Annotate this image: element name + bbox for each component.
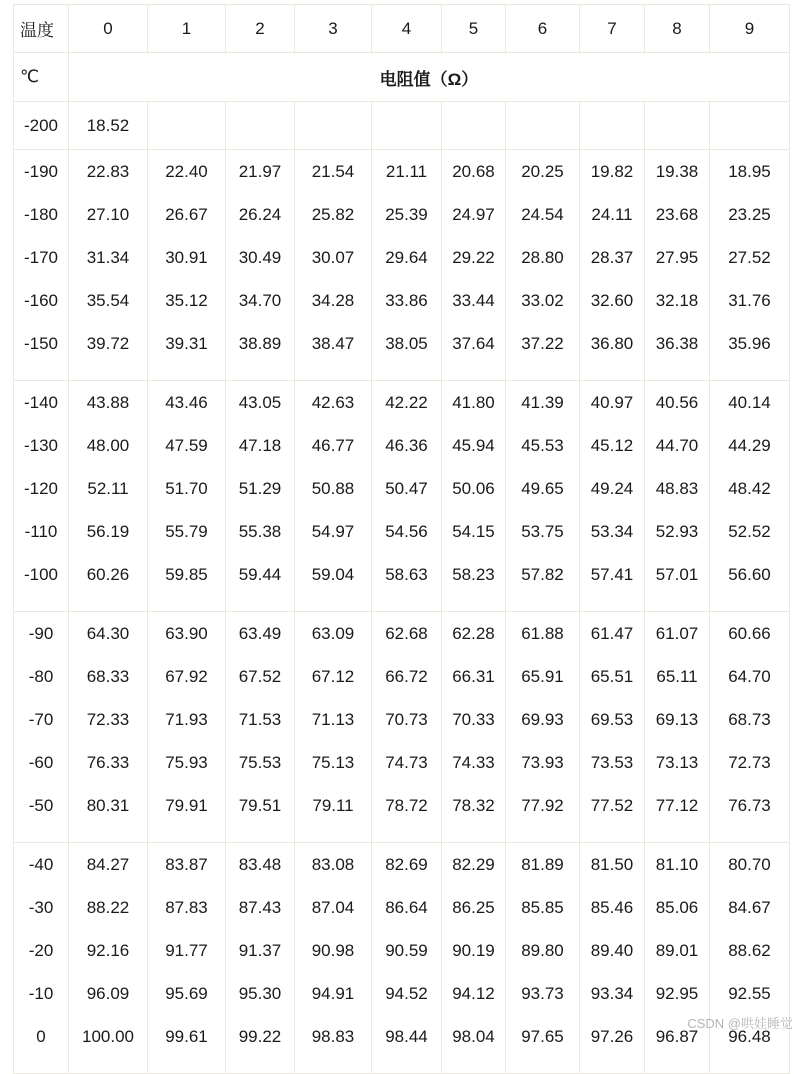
resistance-value: 91.77	[165, 941, 208, 960]
resistance-value: 94.52	[385, 984, 428, 1003]
resistance-value: 79.51	[238, 796, 282, 815]
resistance-value: 86.25	[452, 898, 495, 917]
resistance-value: 62.68	[385, 624, 428, 643]
temperature-value: -130	[23, 436, 59, 455]
resistance-value: 59.44	[238, 565, 282, 584]
resistance-value: 89.80	[521, 941, 564, 960]
resistance-value: 80.70	[728, 855, 771, 874]
watermark: CSDN @哄娃睡觉	[687, 1016, 793, 1031]
resistance-value: 84.67	[728, 898, 771, 917]
resistance-value: 88.62	[728, 941, 771, 960]
resistance-value: 65.11	[656, 667, 698, 686]
resistance-value: 32.60	[590, 291, 634, 310]
resistance-value: 42.22	[385, 393, 428, 412]
resistance-value: 54.15	[452, 522, 495, 541]
table-cell	[148, 381, 226, 612]
resistance-value: 77.92	[521, 796, 564, 815]
digit-header: 5	[442, 5, 506, 53]
temperature-value: 0	[36, 1027, 46, 1046]
table-cell	[69, 843, 148, 1074]
table-cell	[295, 381, 372, 612]
resistance-value: 68.73	[728, 710, 771, 729]
resistance-value: 33.44	[452, 291, 495, 310]
resistance-value: 72.33	[86, 710, 130, 729]
table-row-group	[14, 843, 790, 1074]
resistance-value: 97.26	[590, 1027, 634, 1046]
resistance-value: 69.53	[590, 710, 634, 729]
resistance-value: 71.93	[165, 710, 208, 729]
resistance-value: 92.95	[655, 984, 699, 1003]
resistance-value: 70.33	[452, 710, 495, 729]
resistance-value: 81.10	[655, 855, 699, 874]
resistance-value: 90.98	[311, 941, 355, 960]
resistance-value: 48.00	[86, 436, 130, 455]
resistance-value: 36.80	[590, 334, 634, 353]
resistance-value: 28.37	[590, 248, 634, 267]
resistance-value: 93.73	[521, 984, 564, 1003]
table-cell	[580, 150, 645, 381]
temperature-value: -150	[23, 334, 59, 353]
resistance-value: 99.61	[165, 1027, 208, 1046]
resistance-value: 55.79	[165, 522, 208, 541]
resistance-value: 74.33	[452, 753, 495, 772]
table-cell	[710, 150, 790, 381]
table-cell	[372, 843, 442, 1074]
resistance-value: 50.06	[452, 479, 495, 498]
resistance-value: 23.68	[655, 205, 699, 224]
resistance-value: 58.63	[385, 565, 428, 584]
resistance-value: 55.38	[238, 522, 282, 541]
resistance-value: 57.41	[590, 565, 634, 584]
resistance-value: 24.97	[452, 205, 495, 224]
table-cell	[506, 843, 580, 1074]
resistance-value: 98.83	[311, 1027, 355, 1046]
resistance-value: 24.54	[521, 205, 564, 224]
resistance-value: 94.91	[311, 984, 355, 1003]
resistance-value: 83.87	[165, 855, 208, 874]
resistance-value: 25.82	[311, 205, 355, 224]
resistance-value: 29.22	[452, 248, 495, 267]
resistance-value: 71.13	[311, 710, 355, 729]
resistance-value: 21.11	[385, 162, 428, 181]
resistance-value: 67.12	[311, 667, 355, 686]
table-row-group	[14, 381, 790, 612]
table-cell	[442, 843, 506, 1074]
resistance-value: 33.02	[521, 291, 564, 310]
resistance-value: 78.32	[452, 796, 495, 815]
table-cell	[710, 102, 790, 150]
resistance-value: 53.34	[590, 522, 634, 541]
resistance-value: 87.04	[311, 898, 355, 917]
resistance-value: 43.88	[86, 393, 130, 412]
resistance-value: 45.94	[452, 436, 495, 455]
resistance-value: 96.48	[728, 1027, 771, 1046]
table-cell	[442, 150, 506, 381]
resistance-value: 73.93	[521, 753, 564, 772]
temperature-value: -90	[28, 624, 54, 643]
temperature-value: -70	[28, 710, 54, 729]
resistance-value: 56.60	[728, 565, 771, 584]
table-cell: 18.52	[69, 102, 148, 150]
resistance-value: 95.30	[238, 984, 282, 1003]
resistance-value: 52.52	[728, 522, 771, 541]
resistance-value: 27.10	[86, 205, 130, 224]
table-cell	[295, 843, 372, 1074]
resistance-value: 61.47	[590, 624, 634, 643]
resistance-value: 82.29	[452, 855, 495, 874]
digit-header: 7	[580, 5, 645, 53]
resistance-value: 38.05	[385, 334, 428, 353]
resistance-value: 44.29	[728, 436, 771, 455]
resistance-value: 30.07	[311, 248, 355, 267]
table-cell	[442, 381, 506, 612]
digit-header: 9	[710, 5, 790, 53]
resistance-value: 58.23	[452, 565, 495, 584]
resistance-value: 27.52	[728, 248, 771, 267]
resistance-value: 73.13	[655, 753, 699, 772]
resistance-value: 87.83	[165, 898, 208, 917]
resistance-value: 46.36	[385, 436, 428, 455]
resistance-value: 63.09	[311, 624, 355, 643]
table-cell	[295, 150, 372, 381]
table-cell	[710, 612, 790, 843]
resistance-value: 59.04	[311, 565, 355, 584]
table-cell	[226, 102, 295, 150]
digit-header: 2	[226, 5, 295, 53]
resistance-value: 63.90	[165, 624, 208, 643]
resistance-value: 54.97	[311, 522, 355, 541]
resistance-value: 85.85	[521, 898, 564, 917]
table-cell	[580, 381, 645, 612]
resistance-value: 47.18	[238, 436, 282, 455]
resistance-value: 78.72	[385, 796, 428, 815]
resistance-value: 49.24	[590, 479, 634, 498]
table-cell	[506, 381, 580, 612]
resistance-value: 25.39	[385, 205, 428, 224]
resistance-value: 50.47	[385, 479, 428, 498]
resistance-value: 89.40	[590, 941, 634, 960]
resistance-value: 56.19	[86, 522, 130, 541]
resistance-value: 50.88	[311, 479, 355, 498]
table-cell	[148, 843, 226, 1074]
resistance-value: 44.70	[655, 436, 699, 455]
resistance-value: 48.42	[728, 479, 771, 498]
resistance-value: 26.67	[165, 205, 208, 224]
resistance-value: 79.11	[312, 796, 354, 815]
resistance-value: 86.64	[385, 898, 428, 917]
resistance-value: 77.12	[655, 796, 699, 815]
table-cell	[645, 381, 710, 612]
table-cell	[645, 843, 710, 1074]
resistance-value: 100.00	[82, 1027, 134, 1046]
temperature-value: -180	[23, 205, 59, 224]
resistance-value: 91.37	[238, 941, 282, 960]
resistance-value: 27.95	[655, 248, 699, 267]
resistance-value: 57.01	[655, 565, 699, 584]
table-cell	[645, 612, 710, 843]
resistance-value: 22.83	[86, 162, 130, 181]
resistance-value: 63.49	[238, 624, 282, 643]
resistance-value: 40.97	[590, 393, 634, 412]
resistance-value: 22.40	[165, 162, 208, 181]
table-cell	[14, 381, 69, 612]
temperature-value: -160	[23, 291, 59, 310]
resistance-value: 89.01	[655, 941, 699, 960]
resistance-value: 96.09	[86, 984, 130, 1003]
table-cell	[442, 612, 506, 843]
table-cell	[645, 150, 710, 381]
resistance-value: 60.66	[728, 624, 771, 643]
resistance-value: 93.34	[590, 984, 634, 1003]
temperature-value: -140	[23, 393, 59, 412]
header-row-unit	[14, 53, 790, 102]
table-cell	[372, 612, 442, 843]
table-cell	[295, 612, 372, 843]
temperature-value: -120	[23, 479, 59, 498]
resistance-value: 40.14	[728, 393, 771, 412]
resistance-value: 92.16	[86, 941, 130, 960]
resistance-value: 51.29	[238, 479, 282, 498]
resistance-value: 87.43	[238, 898, 282, 917]
resistance-value: 24.11	[591, 205, 633, 224]
resistance-value: 83.08	[311, 855, 355, 874]
resistance-value: 46.77	[311, 436, 355, 455]
resistance-value: 39.31	[165, 334, 208, 353]
table-cell	[226, 843, 295, 1074]
resistance-value: 62.28	[452, 624, 495, 643]
resistance-value: 90.59	[385, 941, 428, 960]
resistance-value: 21.54	[311, 162, 355, 181]
resistance-value: 67.92	[165, 667, 208, 686]
resistance-value: 75.13	[311, 753, 355, 772]
table-cell	[372, 381, 442, 612]
table-cell	[14, 843, 69, 1074]
resistance-value: 34.28	[311, 291, 355, 310]
resistance-value: 80.31	[86, 796, 130, 815]
table-cell	[14, 612, 69, 843]
resistance-value: 61.07	[655, 624, 699, 643]
resistance-value: 69.13	[655, 710, 699, 729]
resistance-value: 37.64	[452, 334, 495, 353]
temperature-value: -110	[24, 522, 58, 541]
resistance-value: 47.59	[165, 436, 208, 455]
resistance-value: 30.91	[165, 248, 208, 267]
resistance-table	[13, 4, 790, 1074]
header-row-digits	[14, 5, 790, 53]
table-cell	[580, 102, 645, 150]
resistance-value: 59.85	[165, 565, 208, 584]
digit-header: 0	[69, 5, 148, 53]
resistance-value: 38.89	[238, 334, 282, 353]
table-cell: -200	[14, 102, 69, 150]
resistance-value: 92.55	[728, 984, 771, 1003]
resistance-value: 81.50	[590, 855, 634, 874]
resistance-value: 75.53	[238, 753, 282, 772]
table-cell	[580, 843, 645, 1074]
resistance-value: 49.65	[521, 479, 564, 498]
resistance-value: 94.12	[452, 984, 495, 1003]
resistance-value: 81.89	[521, 855, 564, 874]
resistance-value: 74.73	[385, 753, 428, 772]
temperature-value: -10	[28, 984, 54, 1003]
resistance-value: 98.44	[385, 1027, 428, 1046]
resistance-value: 35.96	[728, 334, 771, 353]
temperature-value: -50	[28, 796, 54, 815]
table-cell	[14, 150, 69, 381]
digit-header: 4	[372, 5, 442, 53]
digit-header: 1	[148, 5, 226, 53]
resistance-value: 52.93	[655, 522, 699, 541]
resistance-value: 68.33	[86, 667, 130, 686]
resistance-value: 30.49	[238, 248, 282, 267]
resistance-value: 67.52	[238, 667, 282, 686]
resistance-header: 电阻值（Ω）	[69, 53, 790, 102]
resistance-value: 70.73	[385, 710, 428, 729]
resistance-value: 31.76	[728, 291, 771, 310]
resistance-value: 65.91	[521, 667, 564, 686]
digit-header: 3	[295, 5, 372, 53]
table-cell	[295, 102, 372, 150]
table-cell	[580, 612, 645, 843]
resistance-value: 51.70	[165, 479, 208, 498]
resistance-value: 85.06	[655, 898, 699, 917]
resistance-value: 36.38	[655, 334, 699, 353]
resistance-value: 96.87	[655, 1027, 699, 1046]
table-cell	[442, 102, 506, 150]
table-cell	[69, 612, 148, 843]
resistance-value: 45.53	[521, 436, 564, 455]
resistance-value: 60.26	[86, 565, 130, 584]
resistance-value: 31.34	[86, 248, 130, 267]
table-cell	[506, 102, 580, 150]
resistance-value: 66.31	[452, 667, 495, 686]
table-cell	[148, 102, 226, 150]
table-cell	[710, 381, 790, 612]
temperature-value: -40	[28, 855, 54, 874]
resistance-value: 32.18	[655, 291, 699, 310]
unit-header: ℃	[14, 53, 69, 102]
resistance-value: 37.22	[521, 334, 564, 353]
resistance-value: 42.63	[311, 393, 355, 412]
table-cell	[506, 150, 580, 381]
table-row-group	[14, 612, 790, 843]
resistance-value: 33.86	[385, 291, 428, 310]
temperature-value: -170	[23, 248, 59, 267]
temperature-value: -190	[23, 162, 59, 181]
resistance-value: 82.69	[385, 855, 428, 874]
table-cell	[69, 150, 148, 381]
table-cell	[226, 150, 295, 381]
resistance-value: 99.22	[238, 1027, 282, 1046]
resistance-value: 38.47	[311, 334, 355, 353]
resistance-value: 84.27	[86, 855, 130, 874]
temperature-value: -80	[28, 667, 54, 686]
resistance-value: 75.93	[165, 753, 208, 772]
table-cell	[506, 612, 580, 843]
table-cell	[226, 381, 295, 612]
resistance-value: 77.52	[590, 796, 634, 815]
digit-header: 8	[645, 5, 710, 53]
table-cell	[372, 150, 442, 381]
resistance-value: 72.73	[728, 753, 771, 772]
resistance-value: 26.24	[238, 205, 282, 224]
resistance-value: 20.68	[452, 162, 495, 181]
resistance-value: 20.25	[521, 162, 564, 181]
resistance-value: 35.12	[165, 291, 208, 310]
resistance-value: 83.48	[238, 855, 282, 874]
resistance-value: 43.05	[238, 393, 282, 412]
temperature-value: -30	[28, 898, 54, 917]
resistance-value: 54.56	[385, 522, 428, 541]
temperature-value: -60	[28, 753, 54, 772]
table-cell	[372, 102, 442, 150]
resistance-value: 73.53	[590, 753, 634, 772]
temperature-value: -20	[28, 941, 54, 960]
table-cell	[226, 612, 295, 843]
temperature-value: -100	[23, 565, 59, 584]
table-cell	[148, 150, 226, 381]
resistance-value: 57.82	[521, 565, 564, 584]
resistance-value: 19.82	[590, 162, 634, 181]
resistance-value: 85.46	[590, 898, 634, 917]
resistance-value: 71.53	[238, 710, 282, 729]
resistance-value: 90.19	[452, 941, 495, 960]
resistance-value: 41.80	[452, 393, 495, 412]
resistance-value: 18.95	[728, 162, 771, 181]
resistance-value: 52.11	[87, 479, 129, 498]
resistance-value: 95.69	[165, 984, 208, 1003]
resistance-value: 53.75	[521, 522, 564, 541]
resistance-value: 64.30	[86, 624, 130, 643]
table-cell	[710, 843, 790, 1074]
table-row-group	[14, 150, 790, 381]
resistance-value: 88.22	[86, 898, 130, 917]
table-cell	[645, 102, 710, 150]
resistance-value: 64.70	[728, 667, 771, 686]
temperature-header: 温度	[14, 5, 69, 53]
resistance-value: 79.91	[165, 796, 208, 815]
resistance-value: 97.65	[521, 1027, 564, 1046]
digit-header: 6	[506, 5, 580, 53]
resistance-value: 21.97	[238, 162, 282, 181]
table-row	[14, 102, 790, 150]
resistance-value: 34.70	[238, 291, 282, 310]
resistance-value: 76.73	[728, 796, 771, 815]
table-cell	[69, 381, 148, 612]
resistance-value: 28.80	[521, 248, 564, 267]
resistance-value: 66.72	[385, 667, 428, 686]
resistance-value: 29.64	[385, 248, 428, 267]
resistance-value: 23.25	[728, 205, 771, 224]
resistance-value: 45.12	[590, 436, 634, 455]
resistance-value: 65.51	[590, 667, 634, 686]
resistance-value: 76.33	[86, 753, 130, 772]
resistance-value: 39.72	[86, 334, 130, 353]
resistance-value: 98.04	[452, 1027, 495, 1046]
resistance-value: 40.56	[655, 393, 699, 412]
resistance-value: 69.93	[521, 710, 564, 729]
table-cell	[148, 612, 226, 843]
resistance-value: 41.39	[521, 393, 564, 412]
resistance-value: 19.38	[655, 162, 699, 181]
resistance-value: 61.88	[521, 624, 564, 643]
resistance-value: 35.54	[86, 291, 130, 310]
resistance-value: 48.83	[655, 479, 699, 498]
resistance-value: 43.46	[165, 393, 208, 412]
